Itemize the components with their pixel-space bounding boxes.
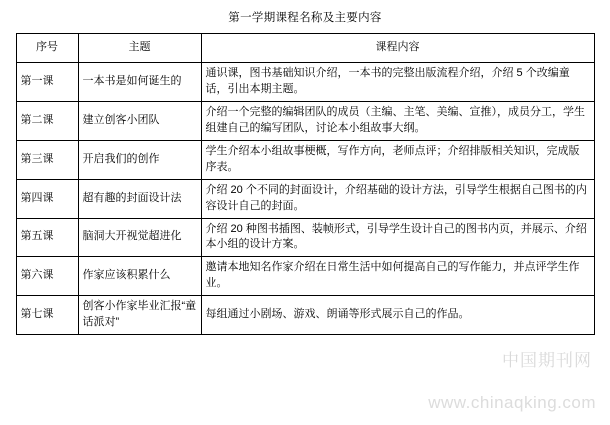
watermark-url: www.chinaqking.com xyxy=(428,393,596,412)
cell-content: 通识课，图书基础知识介绍，一本书的完整出版流程介绍，介绍 5 个改编童话，引出本期主题。 xyxy=(201,63,594,102)
table-row xyxy=(16,179,594,218)
cell-no: 第五课 xyxy=(16,218,78,257)
cell-topic: 开启我们的创作 xyxy=(78,140,201,179)
column-header-content: 课程内容 xyxy=(201,34,594,63)
table-row xyxy=(16,101,594,140)
cell-no: 第六课 xyxy=(16,257,78,296)
cell-no: 第四课 xyxy=(16,179,78,218)
table-row xyxy=(16,257,594,296)
cell-topic: 超有趣的封面设计法 xyxy=(78,179,201,218)
cell-topic: 作家应该积累什么 xyxy=(78,257,201,296)
cell-content: 学生介绍本小组故事梗概，写作方向，老师点评；介绍排版相关知识，完成版序表。 xyxy=(201,140,594,179)
cell-topic: 脑洞大开视觉超进化 xyxy=(78,218,201,257)
course-table xyxy=(16,33,595,335)
cell-content: 介绍 20 个不同的封面设计，介绍基础的设计方法，引导学生根据自己图书的内容设计自己的封面。 xyxy=(201,179,594,218)
table-row xyxy=(16,218,594,257)
cell-content: 介绍一个完整的编辑团队的成员（主编、主笔、美编、宣推），成员分工，学生组建自己的编写团队，讨论本小组故事大纲。 xyxy=(201,101,594,140)
cell-topic: 创客小作家毕业汇报“童话派对” xyxy=(78,296,201,335)
cell-content: 介绍 20 种图书插图、装帧形式，引导学生设计自己的图书内页，并展示、介绍本小组的设计方案。 xyxy=(201,218,594,257)
cell-no: 第一课 xyxy=(16,63,78,102)
cell-content: 每组通过小剧场、游戏、朗诵等形式展示自己的作品。 xyxy=(201,296,594,335)
cell-no: 第三课 xyxy=(16,140,78,179)
cell-topic: 建立创客小团队 xyxy=(78,101,201,140)
column-header-topic: 主题 xyxy=(78,34,201,63)
cell-topic: 一本书是如何诞生的 xyxy=(78,63,201,102)
table-header-row xyxy=(16,34,594,63)
cell-no: 第二课 xyxy=(16,101,78,140)
table-row xyxy=(16,63,594,102)
watermark-text: 中国期刊网 xyxy=(502,351,592,370)
page-title: 第一学期课程名称及主要内容 xyxy=(228,12,382,24)
column-header-no: 序号 xyxy=(16,34,78,63)
table-row xyxy=(16,296,594,335)
cell-content: 邀请本地知名作家介绍在日常生活中如何提高自己的写作能力，并点评学生作业。 xyxy=(201,257,594,296)
cell-no: 第七课 xyxy=(16,296,78,335)
table-row xyxy=(16,140,594,179)
